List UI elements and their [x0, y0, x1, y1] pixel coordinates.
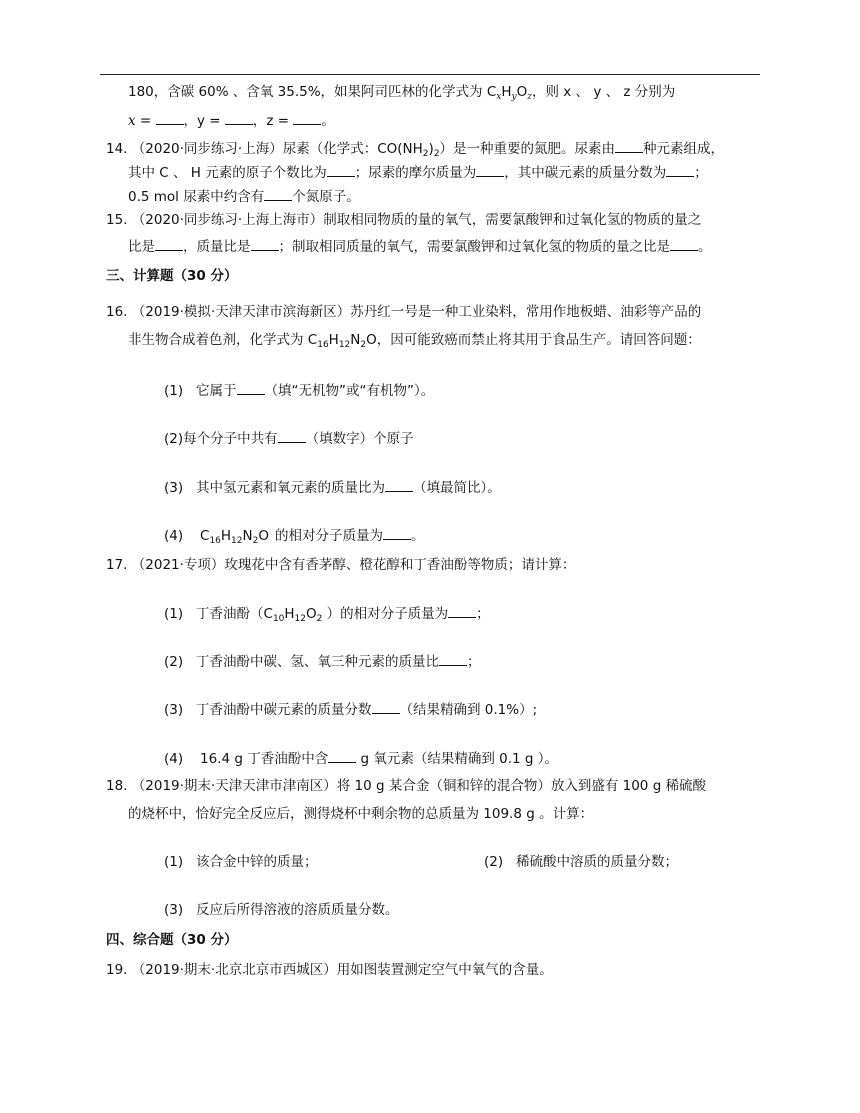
q17-part2: (2) 丁香油酚中碳、氢、氧三种元素的质量比 ； [164, 651, 481, 672]
answer-blank[interactable] [327, 162, 355, 177]
q15-line2: 比是 ，质量比是 ；制取相同质量的氧气，需要氯酸钾和过氧化氢的物质的量之比是 。 [128, 236, 712, 257]
question-16: 16. （2019·模拟·天津天津市滨海新区）苏丹红一号是一种工业染料，常用作地板蜡、油彩等产品的 [106, 304, 702, 320]
question-number: 16. [106, 304, 128, 320]
q18-part1: (1) 该合金中锌的质量； [164, 854, 318, 870]
q14-line3: 0.5 mol 尿素中约含有 个氮原子。 [128, 186, 360, 207]
q16-part2: (2)每个分子中共有 （填数字）个原子 [164, 428, 414, 449]
q18-line2: 的烧杯中，恰好完全反应后，测得烧杯中剩余物的总质量为 109.8 g 。计算： [128, 806, 594, 822]
answer-blank[interactable] [476, 162, 504, 177]
question-14: 14. （2020·同步练习·上海）尿素（化学式：$CO(NH_2)_2$）是一种重要的氮肥。尿素由 种元素组成， [106, 138, 724, 164]
header-rule [100, 74, 760, 75]
q18-part3: (3) 反应后所得溶液的溶质质量分数。 [164, 902, 399, 918]
question-number: 15. [106, 212, 128, 228]
answer-blank[interactable] [385, 477, 413, 492]
q17-part4: (4) 16.4 g 丁香油酚中含 g 氧元素（结果精确到 0.1 g ）。 [164, 748, 558, 769]
question-17: 17. （2021·专项）玫瑰花中含有香茅醇、橙花醇和丁香油酚等物质；请计算： [106, 557, 576, 573]
q14-line2: 其中 C 、 H 元素的原子个数比为 ；尿素的摩尔质量为 ，其中碳元素的质量分数为 ； [128, 162, 708, 183]
answer-blank[interactable] [383, 525, 411, 540]
q16-part1: (1) 它属于 （填“无机物”或“有机物”）。 [164, 380, 434, 401]
answer-blank[interactable] [251, 236, 279, 251]
q13-line1: 180，含碳 60% 、含氧 35.5%，如果阿司匹林的化学式为 $C_xH_yO_z$，则 x 、 y 、 z 分别为 [128, 84, 676, 102]
q13-line2: x = ，y = ，z = 。 [128, 110, 335, 131]
answer-blank[interactable] [670, 236, 698, 251]
answer-blank[interactable] [666, 162, 694, 177]
question-15: 15. （2020·同步练习·上海上海市）制取相同物质的量的氧气，需要氯酸钾和过氧化氢的物质的量之 [106, 212, 702, 228]
answer-blank[interactable] [264, 186, 292, 201]
question-19: 19. （2019·期末·北京北京市西城区）用如图装置测定空气中氧气的含量。 [106, 962, 553, 978]
answer-blank[interactable] [237, 380, 265, 395]
question-number: 19. [106, 962, 128, 978]
q16-part3: (3) 其中氢元素和氧元素的质量比为 （填最简比）。 [164, 477, 501, 498]
answer-blank-z[interactable] [293, 110, 321, 125]
answer-blank[interactable] [448, 603, 476, 618]
question-number: 14. [106, 141, 128, 157]
answer-blank[interactable] [278, 428, 306, 443]
q18-part2: (2) 稀硫酸中溶质的质量分数； [484, 854, 678, 870]
section-heading: 三、计算题（30 分） [106, 268, 238, 284]
answer-blank[interactable] [372, 699, 400, 714]
q17-part3: (3) 丁香油酚中碳元素的质量分数 （结果精确到 0.1%）; [164, 699, 537, 720]
answer-blank[interactable] [439, 651, 467, 666]
answer-blank-y[interactable] [225, 110, 253, 125]
answer-blank-x[interactable] [156, 110, 184, 125]
q16-part4: (4) $C_{16}H_{12}N_2O$ 的相对分子质量为 。 [164, 525, 424, 551]
answer-blank[interactable] [615, 138, 643, 153]
question-number: 18. [106, 778, 128, 794]
q16-line2: 非生物合成着色剂，化学式为 $C_{16}H_{12}N_2O$，因可能致癌而禁止将其用于食品生产。请回答问题： [128, 332, 701, 350]
answer-blank[interactable] [155, 236, 183, 251]
question-number: 17. [106, 557, 128, 573]
section-heading: 四、综合题（30 分） [106, 932, 238, 948]
answer-blank[interactable] [328, 748, 356, 763]
q17-part1: (1) 丁香油酚（$C_{10}H_{12}O_2$ ）的相对分子质量为 ； [164, 603, 490, 629]
question-18: 18. （2019·期末·天津天津市津南区）将 10 g 某合金（铜和锌的混合物）放入到盛有 100 g 稀硫酸 [106, 778, 707, 794]
aspirin-formula: $C_xH_yO_z$ [486, 84, 532, 102]
